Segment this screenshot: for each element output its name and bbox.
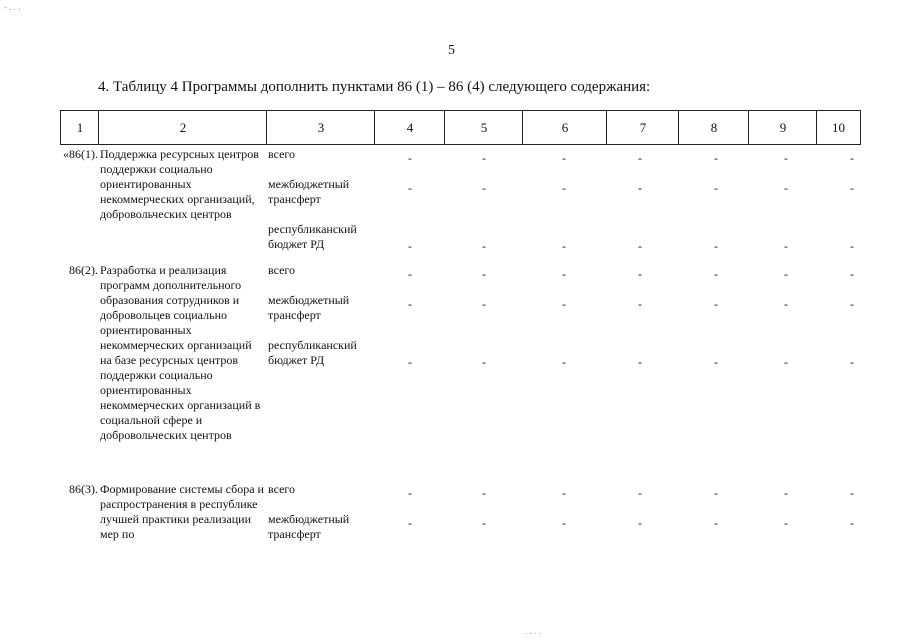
dash-cell: - — [562, 267, 566, 281]
dash-cell: - — [408, 267, 412, 281]
dash-cell: - — [850, 297, 854, 311]
column-header-3: 3 — [266, 110, 375, 145]
dash-cell: - — [784, 297, 788, 311]
dash-cell: - — [850, 486, 854, 500]
scan-speck: . . . . — [525, 626, 541, 636]
source-transfer: межбюджетный трансферт — [268, 177, 350, 206]
column-header-7: 7 — [606, 110, 679, 145]
dash-cell: - — [638, 355, 642, 369]
source-republic-budget: республиканский бюджет РД — [268, 338, 357, 367]
page-number: 5 — [448, 43, 455, 58]
dash-cell: - — [482, 267, 486, 281]
scan-speck: - . . . — [4, 2, 21, 12]
column-header-6: 6 — [522, 110, 607, 145]
dash-cell: - — [850, 267, 854, 281]
source-transfer: межбюджетный трансферт — [268, 293, 350, 322]
table-header — [60, 110, 860, 146]
dash-cell: - — [638, 297, 642, 311]
row-number: 86(3). — [69, 482, 98, 496]
dash-cell: - — [850, 151, 854, 165]
dash-cell: - — [850, 516, 854, 530]
dash-cell: - — [408, 181, 412, 195]
dash-cell: - — [714, 355, 718, 369]
dash-cell: - — [638, 239, 642, 253]
source-total: всего — [268, 482, 296, 496]
dash-cell: - — [714, 297, 718, 311]
dash-cell: - — [562, 297, 566, 311]
column-header-1: 1 — [60, 110, 99, 145]
row-name: Формирование системы сбора и распространения в республике лучшей практики реализации мер по — [100, 482, 264, 541]
dash-cell: - — [638, 516, 642, 530]
dash-cell: - — [850, 239, 854, 253]
row-number: 86(2). — [69, 263, 98, 277]
dash-cell: - — [714, 516, 718, 530]
dash-cell: - — [784, 486, 788, 500]
dash-cell: - — [562, 355, 566, 369]
dash-cell: - — [714, 486, 718, 500]
dash-cell: - — [408, 355, 412, 369]
row-name: Разработка и реализация программ дополнительного образования сотрудников и добровольцев социально ориентированных некоммерческих организаций на базе ресурсных центров поддержки социально ориентированных некоммерческих организаций в социальной сфере и добровольческих центров — [100, 263, 261, 442]
dash-cell: - — [784, 151, 788, 165]
dash-cell: - — [850, 181, 854, 195]
column-header-4: 4 — [374, 110, 445, 145]
source-total: всего — [268, 147, 296, 161]
dash-cell: - — [638, 267, 642, 281]
row-name: Поддержка ресурсных центров поддержки социально ориентированных некоммерческих организаций, добровольческих центров — [100, 147, 259, 221]
dash-cell: - — [714, 267, 718, 281]
dash-cell: - — [562, 151, 566, 165]
dash-cell: - — [784, 267, 788, 281]
dash-cell: - — [850, 355, 854, 369]
dash-cell: - — [562, 239, 566, 253]
column-header-10: 10 — [816, 110, 861, 145]
dash-cell: - — [482, 181, 486, 195]
dash-cell: - — [784, 239, 788, 253]
dash-cell: - — [408, 516, 412, 530]
dash-cell: - — [482, 151, 486, 165]
dash-cell: - — [482, 355, 486, 369]
dash-cell: - — [408, 297, 412, 311]
dash-cell: - — [714, 239, 718, 253]
dash-cell: - — [408, 239, 412, 253]
dash-cell: - — [638, 486, 642, 500]
dash-cell: - — [562, 516, 566, 530]
dash-cell: - — [714, 151, 718, 165]
dash-cell: - — [714, 181, 718, 195]
dash-cell: - — [482, 297, 486, 311]
dash-cell: - — [784, 181, 788, 195]
dash-cell: - — [638, 181, 642, 195]
dash-cell: - — [562, 181, 566, 195]
column-header-9: 9 — [748, 110, 817, 145]
dash-cell: - — [638, 151, 642, 165]
dash-cell: - — [482, 516, 486, 530]
dash-cell: - — [784, 355, 788, 369]
dash-cell: - — [482, 239, 486, 253]
column-header-8: 8 — [678, 110, 749, 145]
document-heading: 4. Таблицу 4 Программы дополнить пунктами 86 (1) – 86 (4) следующего содержания: — [98, 79, 651, 95]
dash-cell: - — [562, 486, 566, 500]
source-total: всего — [268, 263, 296, 277]
dash-cell: - — [784, 516, 788, 530]
source-transfer: межбюджетный трансферт — [268, 512, 350, 541]
dash-cell: - — [482, 486, 486, 500]
header-bottom-border — [60, 144, 860, 145]
dash-cell: - — [408, 486, 412, 500]
column-header-5: 5 — [444, 110, 523, 145]
row-number: «86(1). — [63, 147, 98, 161]
source-republic-budget: республиканский бюджет РД — [268, 222, 357, 251]
column-header-2: 2 — [98, 110, 267, 145]
dash-cell: - — [408, 151, 412, 165]
